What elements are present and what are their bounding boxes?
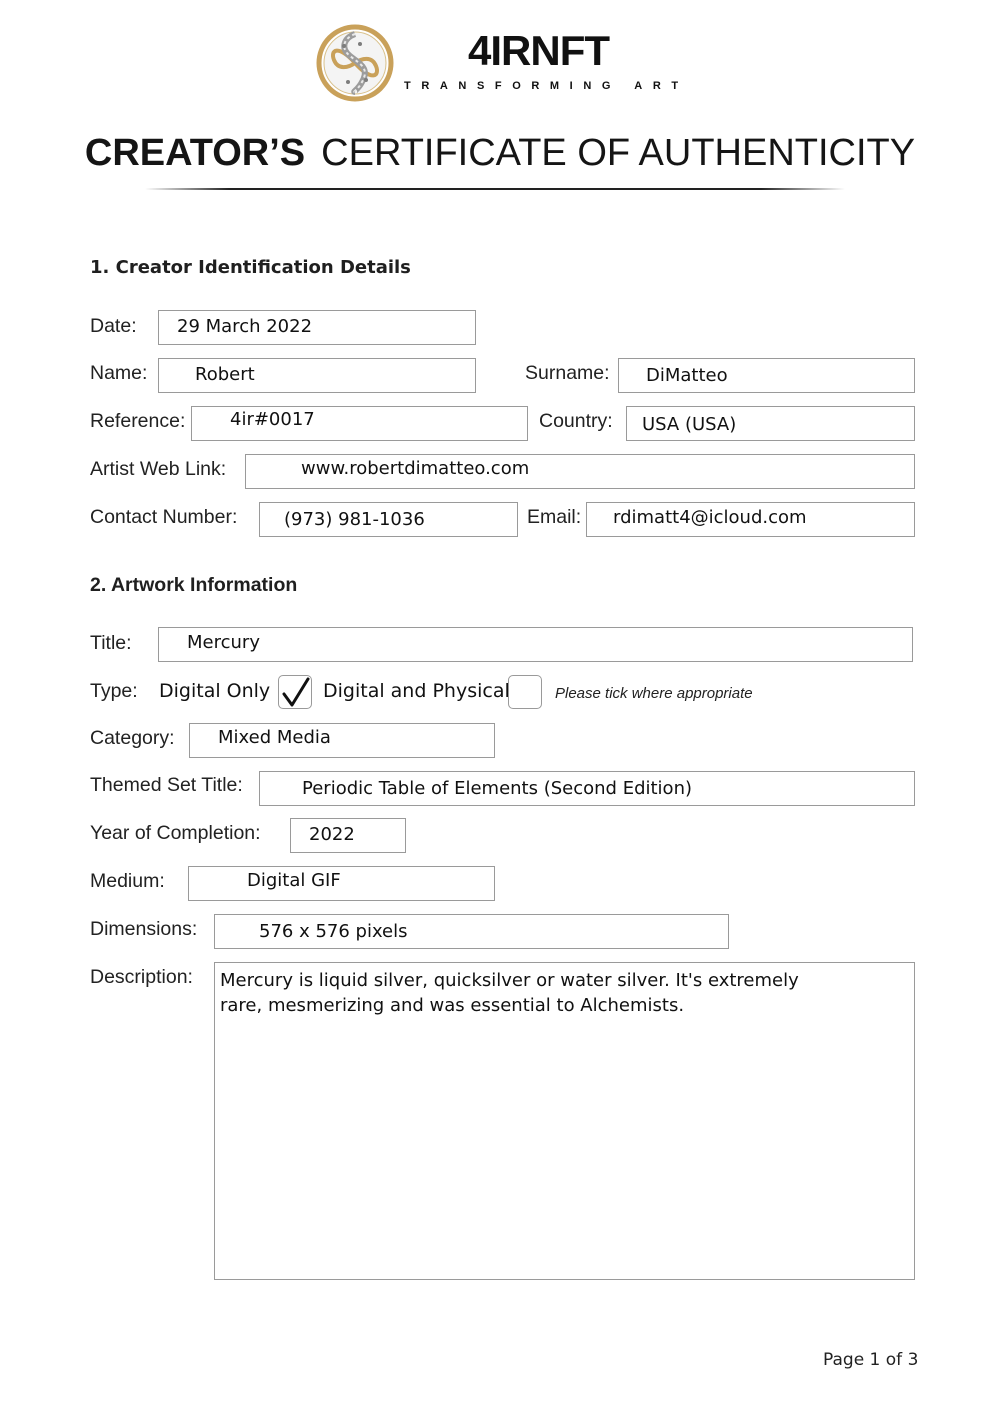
- title-field[interactable]: [158, 627, 913, 662]
- dimensions-value: 576 x 576 pixels: [259, 921, 408, 942]
- date-field[interactable]: [158, 310, 476, 345]
- description-value: Mercury is liquid silver, quicksilver or water silver. It's extremely rare, mesmerizing and was essential to Alchemists.: [220, 970, 799, 1016]
- dimensions-field[interactable]: [214, 914, 729, 949]
- contact-field[interactable]: [259, 502, 518, 537]
- infinity-circuit-logo-icon: [316, 24, 394, 102]
- weblink-value: www.robertdimatteo.com: [301, 458, 530, 479]
- brand-tagline: TRANSFORMING ART: [404, 80, 689, 92]
- page-title-bold: CREATOR’S: [84, 132, 306, 174]
- title-value: Mercury: [187, 632, 260, 653]
- medium-label: Medium:: [90, 870, 165, 892]
- page-title: [0, 134, 1000, 172]
- brand-name: 4IRNFT: [468, 27, 609, 74]
- country-value: USA (USA): [642, 414, 737, 435]
- type-option-digital-physical-label: Digital and Physical: [323, 680, 510, 702]
- category-field[interactable]: [189, 723, 495, 758]
- medium-field[interactable]: [188, 866, 495, 901]
- page-number: Page 1 of 3: [823, 1350, 919, 1370]
- themed-set-field[interactable]: [259, 771, 915, 806]
- type-note: Please tick where appropriate: [555, 685, 753, 702]
- themed-set-value: Periodic Table of Elements (Second Edition): [302, 778, 692, 799]
- section-heading-artwork: 2. Artwork Information: [90, 574, 298, 596]
- weblink-label: Artist Web Link:: [90, 458, 227, 480]
- dimensions-label: Dimensions:: [90, 918, 198, 940]
- reference-value: 4ir#0017: [230, 409, 315, 430]
- type-option-digital-only-label: Digital Only: [159, 680, 271, 702]
- digital-physical-checkbox[interactable]: [508, 675, 542, 709]
- section-heading-creator: 1. Creator Identification Details: [90, 257, 411, 278]
- surname-label: Surname:: [525, 362, 610, 384]
- surname-field[interactable]: [618, 358, 915, 393]
- date-value: 29 March 2022: [177, 316, 313, 337]
- date-label: Date:: [90, 315, 137, 337]
- year-label: Year of Completion:: [90, 822, 261, 844]
- name-value: Robert: [195, 364, 255, 385]
- page-title-rest: CERTIFICATE OF AUTHENTICITY: [321, 132, 916, 174]
- medium-value: Digital GIF: [247, 870, 341, 891]
- contact-value: (973) 981-1036: [284, 509, 425, 530]
- email-field[interactable]: [586, 502, 915, 537]
- themed-set-label: Themed Set Title:: [90, 774, 243, 796]
- reference-field[interactable]: [191, 406, 528, 441]
- description-textarea[interactable]: [214, 962, 915, 1280]
- type-label: Type:: [90, 680, 138, 702]
- year-value: 2022: [309, 824, 355, 845]
- weblink-field[interactable]: [245, 454, 915, 489]
- description-label: Description:: [90, 966, 193, 988]
- country-label: Country:: [539, 410, 613, 432]
- email-value: rdimatt4@icloud.com: [613, 507, 807, 528]
- year-field[interactable]: [290, 818, 406, 853]
- contact-label: Contact Number:: [90, 506, 238, 528]
- surname-value: DiMatteo: [646, 365, 728, 386]
- category-label: Category:: [90, 727, 175, 749]
- name-field[interactable]: [158, 358, 476, 393]
- email-label: Email:: [527, 506, 582, 528]
- title-label: Title:: [90, 632, 132, 654]
- name-label: Name:: [90, 362, 148, 384]
- digital-only-checkbox[interactable]: [278, 675, 312, 709]
- title-divider: [145, 188, 845, 190]
- category-value: Mixed Media: [218, 727, 331, 748]
- country-field[interactable]: [626, 406, 915, 441]
- reference-label: Reference:: [90, 410, 186, 432]
- checkmark-icon: [280, 674, 312, 710]
